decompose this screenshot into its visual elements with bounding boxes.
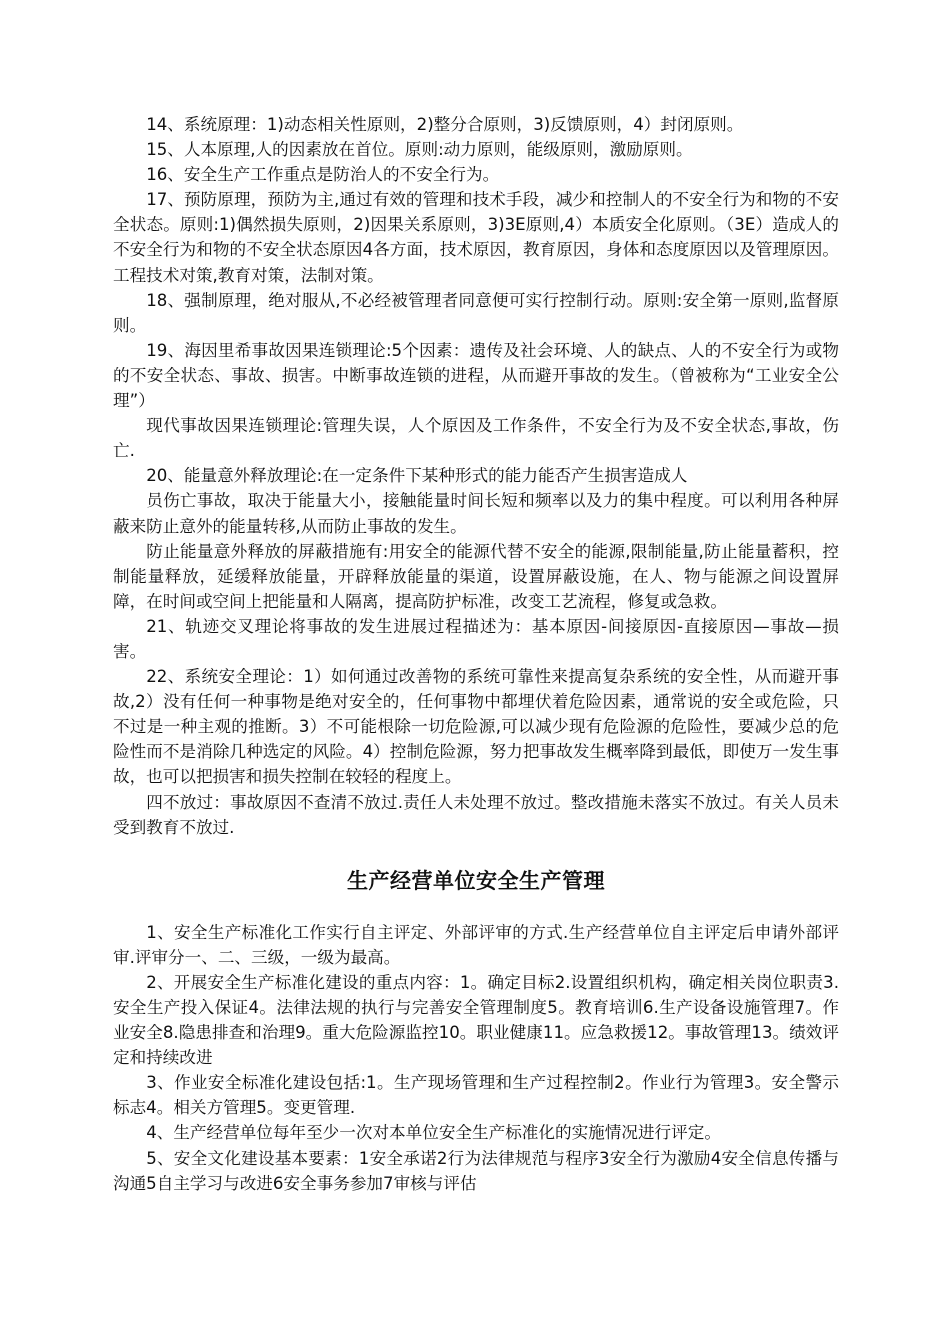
paragraph-17: 17、预防原理，预防为主,通过有效的管理和技术手段，减少和控制人的不安全行为和物的不安全状态。原则:1)偶然损失原则，2)因果关系原则，3)3E原则,4）本质安全化原则。（3E）造成人的不安全行为和物的不安全状态原因4各方面，技术原因，教育原因，身体和态度原因以及管理原因。工程技术对策,教育对策，法制对策。 (113, 190, 839, 285)
paragraph-standardization-4: 4、生产经营单位每年至少一次对本单位安全生产标准化的实施情况进行评定。 (146, 1123, 721, 1143)
section-title: 生产经营单位安全生产管理 (347, 868, 605, 893)
paragraph-standardization-1: 1、安全生产标准化工作实行自主评定、外部评审的方式.生产经营单位自主评定后申请外部评审.评审分一、二、三级，一级为最高。 (113, 922, 839, 967)
paragraph-20: 20、能量意外释放理论:在一定条件下某种形式的能力能否产生损害造成人 (146, 466, 688, 486)
paragraph-standardization-3: 3、作业安全标准化建设包括:1。生产现场管理和生产过程控制2。作业行为管理3。安全警示标志4。相关方管理5。变更管理. (113, 1073, 839, 1118)
paragraph-18: 18、强制原理，绝对服从,不必经被管理者同意便可实行控制行动。原则:安全第一原则,监督原则。 (113, 290, 839, 335)
paragraph-15: 15、人本原理,人的因素放在首位。原则:动力原则，能级原则，激励原则。 (146, 140, 693, 160)
paragraph-modern-causation: 现代事故因果连锁理论:管理失误，人个原因及工作条件，不安全行为及不安全状态,事故，伤亡. (113, 416, 839, 461)
paragraph-four-not-letting-go: 四不放过：事故原因不查清不放过.责任人未处理不放过。整改措施未落实不放过。有关人员未受到教育不放过. (113, 792, 839, 837)
paragraph-standardization-5: 5、安全文化建设基本要素：1安全承诺2行为法律规范与程序3安全行为激励4安全信息传播与沟通5自主学习与改进6安全事务参加7审核与评估 (113, 1148, 839, 1193)
paragraph-21: 21、轨迹交叉理论将事故的发生进展过程描述为：基本原因-间接原因-直接原因—事故—损害。 (113, 616, 839, 661)
paragraph-20-continued: 员伤亡事故，取决于能量大小，接触能量时间长短和频率以及力的集中程度。可以利用各种屏蔽来防止意外的能量转移,从而防止事故的发生。 (113, 491, 839, 536)
paragraph-22: 22、系统安全理论：1）如何通过改善物的系统可靠性来提高复杂系统的安全性，从而避开事故,2）没有任何一种事物是绝对安全的，任何事物中都埋伏着危险因素，通常说的安全或危险，只不过是一种主观的推断。3）不可能根除一切危险源,可以减少现有危险源的危险性，要减少总的危险性而不是消除几种选定的风险。4）控制危险源，努力把事故发生概率降到最低，即使万一发生事故，也可以把损害和损失控制在较轻的程度上。 (113, 667, 839, 787)
paragraph-19: 19、海因里希事故因果连锁理论:5个因素：遗传及社会环境、人的缺点、人的不安全行为或物的不安全状态、事故、损害。中断事故连锁的进程，从而避开事故的发生。（曾被称为“工业安全公理”） (113, 340, 839, 411)
paragraph-standardization-2: 2、开展安全生产标准化建设的重点内容：1。确定目标2.设置组织机构，确定相关岗位职责3.安全生产投入保证4。法律法规的执行与完善安全管理制度5。教育培训6.生产设备设施管理7。作业安全8.隐患排查和治理9。重大危险源监控10。职业健康11。应急救援12。事故管理13。绩效评定和持续改进 (113, 972, 839, 1068)
document-page (113, 112, 839, 1196)
paragraph-14: 14、系统原理：1)动态相关性原则，2)整分合原则，3)反馈原则，4）封闭原则。 (146, 115, 744, 134)
paragraph-16: 16、安全生产工作重点是防治人的不安全行为。 (146, 165, 500, 185)
paragraph-shielding-measures: 防止能量意外释放的屏蔽措施有:用安全的能源代替不安全的能源,限制能量,防止能量蓄积，控制能量释放，延缓释放能量，开辟释放能量的渠道，设置屏蔽设施，在人、物与能源之间设置屏障，在时间或空间上把能量和人隔离，提高防护标准，改变工艺流程，修复或急救。 (113, 541, 839, 611)
